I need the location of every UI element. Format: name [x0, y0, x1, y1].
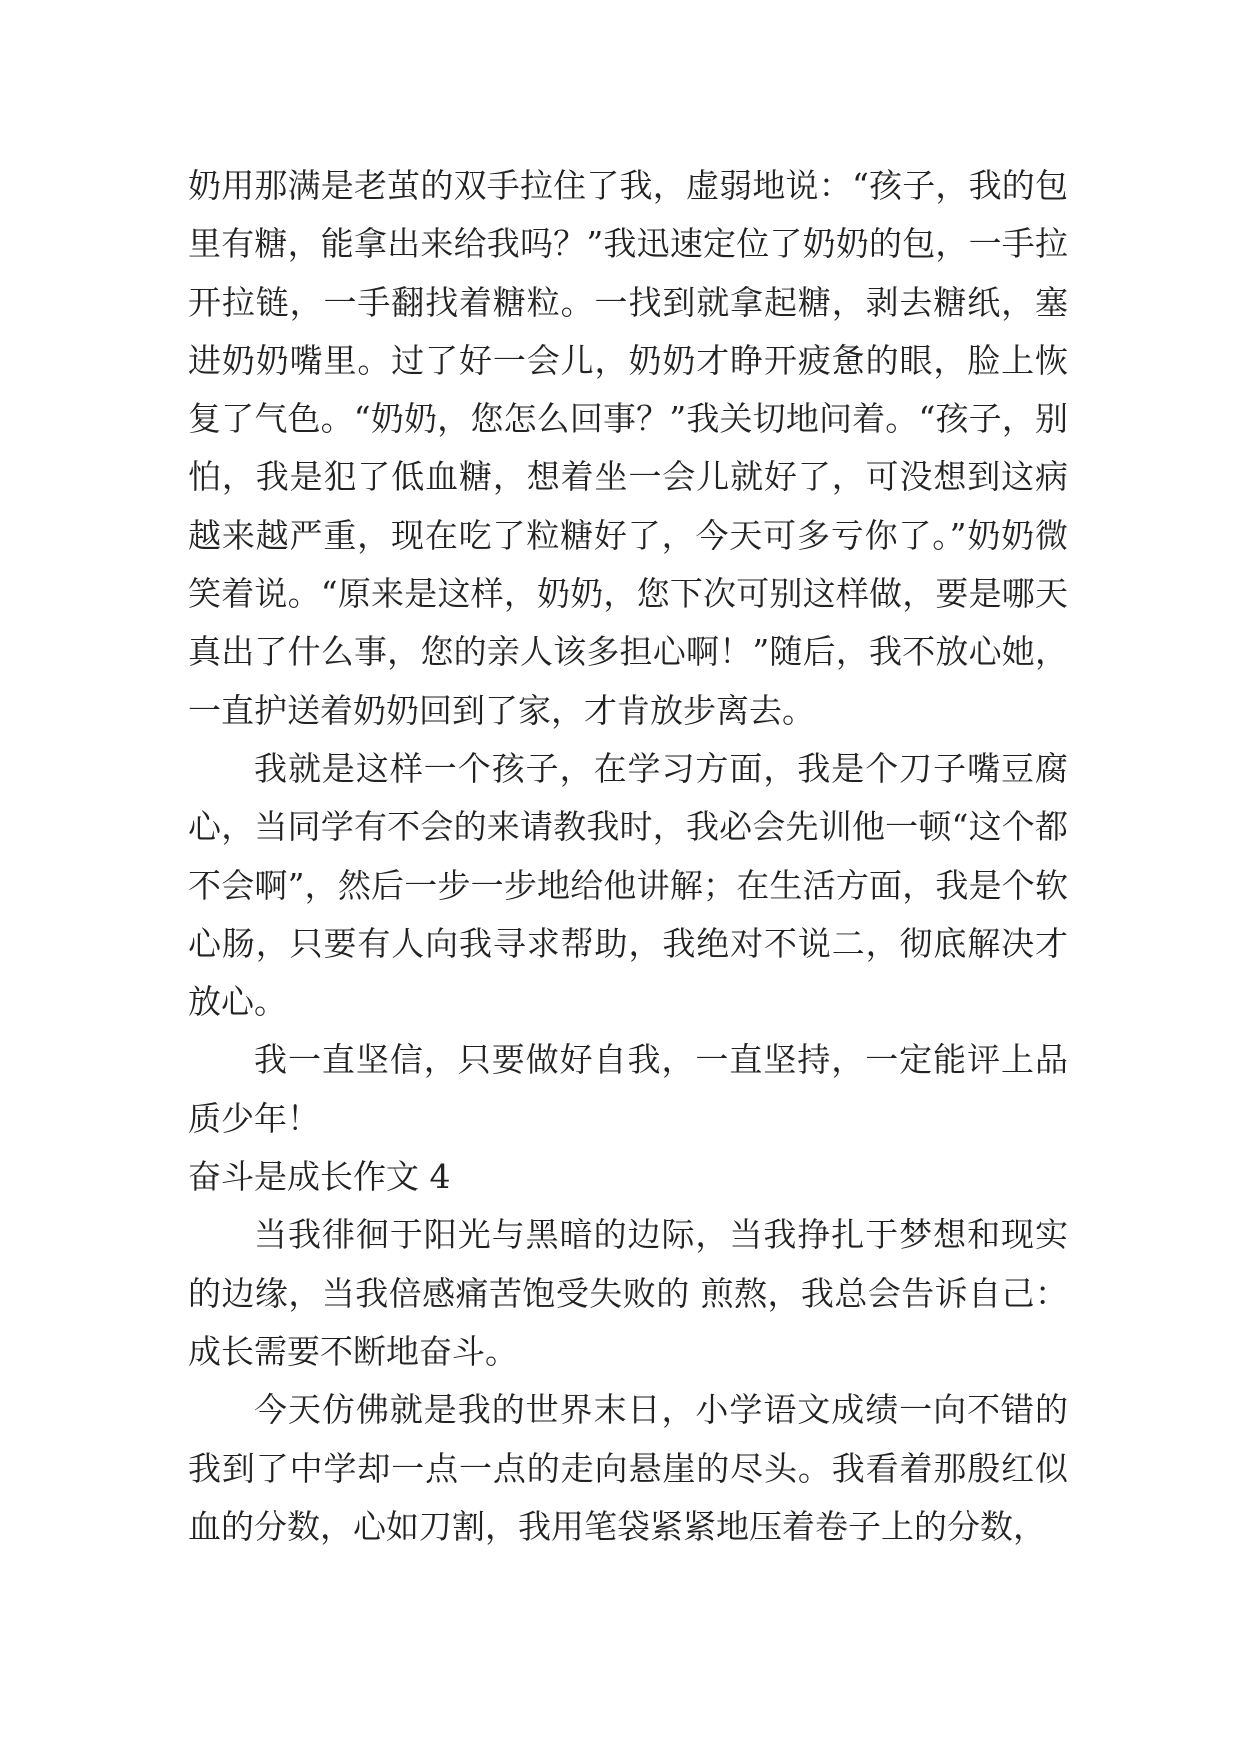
- paragraph-5: 今天仿佛就是我的世界末日，小学语文成绩一向不错的我到了中学却一点一点的走向悬崖的尽头。我看着那殷红似血的分数，心如刀割，我用笔袋紧紧地压着卷子上的分数，: [188, 1390, 1068, 1546]
- paragraph-1: 奶用那满是老茧的双手拉住了我，虚弱地说：“孩子，我的包里有糖，能拿出来给我吗？”我迅速定位了奶奶的包，一手拉开拉链，一手翻找着糖粒。一找到就拿起糖，剥去糖纸，塞进奶奶嘴里。过了好一会儿，奶奶才睁开疲惫的眼，脸上恢复了气色。“奶奶，您怎么回事？”我关切地问着。“孩子，别怕，我是犯了低血糖，想着坐一会儿就好了，可没想到这病越来越严重，现在吃了粒糖好了，今天可多亏你了。”奶奶微笑着说。“原来是这样，奶奶，您下次可别这样做，要是哪天真出了什么事，您的亲人该多担心啊！”随后，我不放心她，一直护送着奶奶回到了家，才肯放步离去。: [188, 166, 1068, 730]
- paragraph-4: 当我徘徊于阳光与黑暗的边际，当我挣扎于梦想和现实的边缘，当我倍感痛苦饱受失败的 煎熬，我总会告诉自己：成长需要不断地奋斗。: [188, 1215, 1068, 1371]
- paragraph-2: 我就是这样一个孩子，在学习方面，我是个刀子嘴豆腐心，当同学有不会的来请教我时，我必会先训他一顿“这个都不会啊”，然后一步一步地给他讲解；在生活方面，我是个软心肠，只要有人向我寻求帮助，我绝对不说二，彻底解决才放心。: [188, 748, 1068, 1022]
- paragraph-3: 我一直坚信，只要做好自我，一直坚持，一定能评上品质少年！: [188, 1040, 1068, 1138]
- section-heading: 奋斗是成长作文 4: [188, 1157, 451, 1197]
- document-body: [188, 157, 1068, 1556]
